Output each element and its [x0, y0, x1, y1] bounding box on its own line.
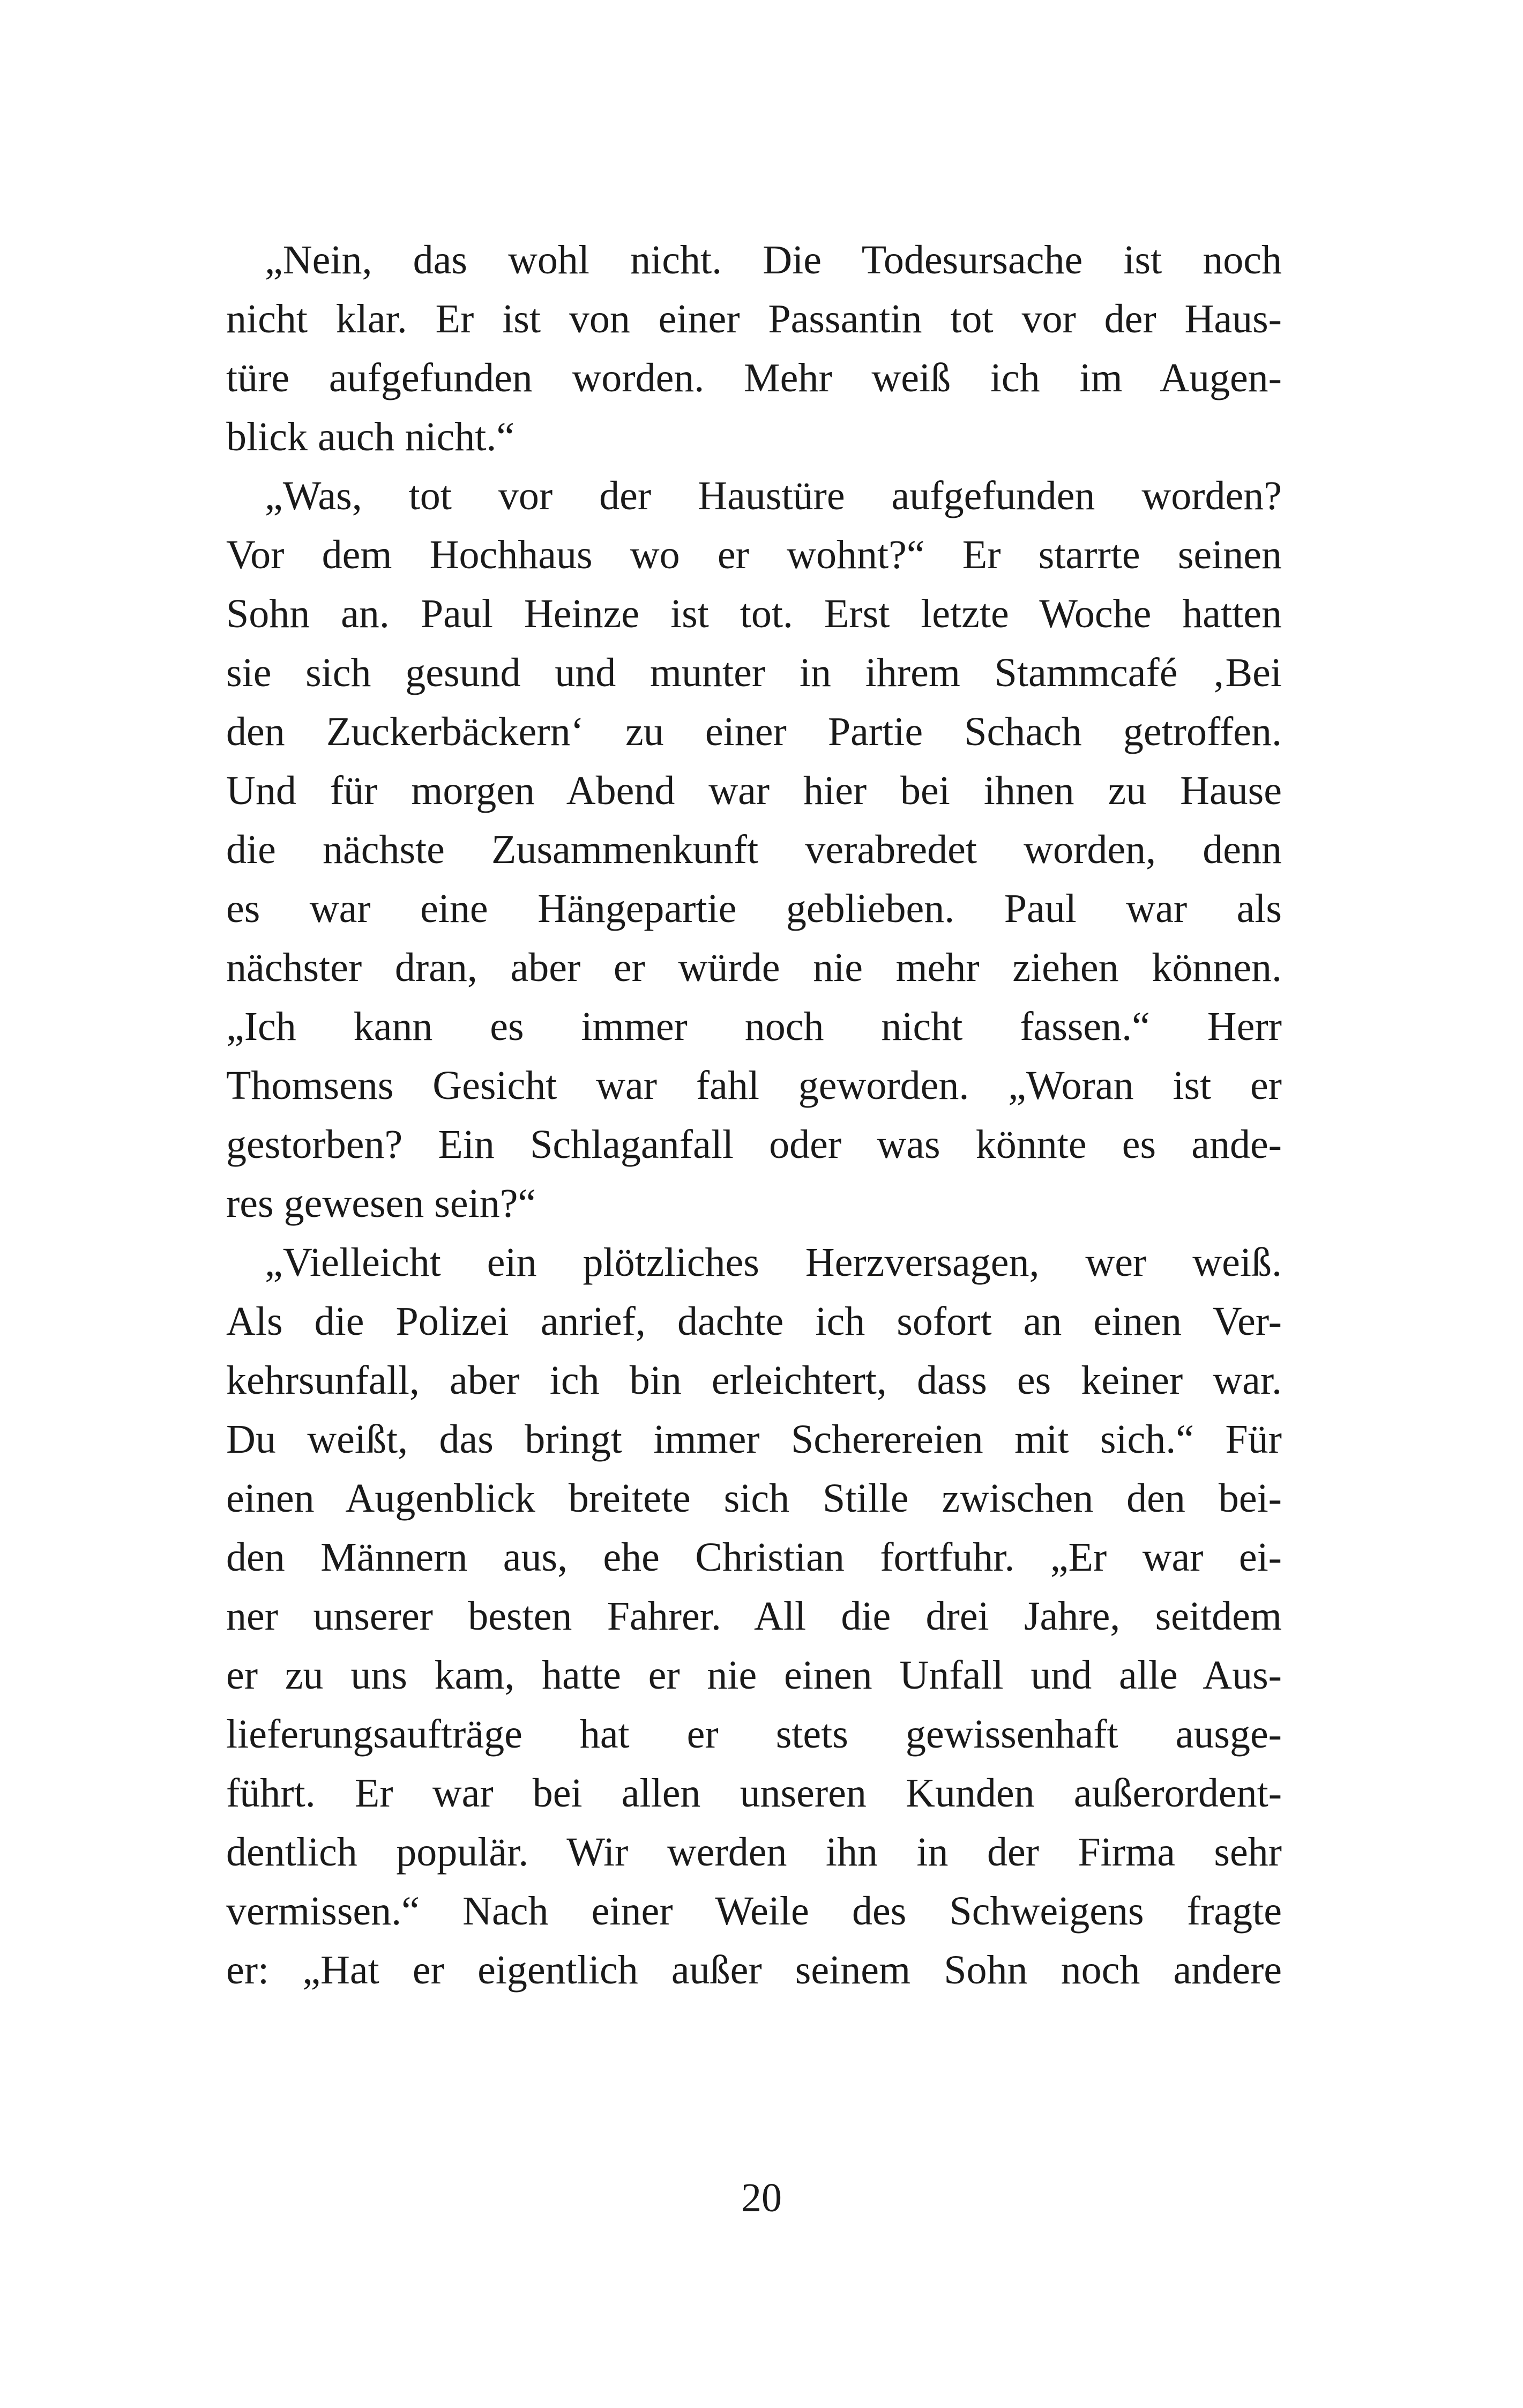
- text-line: sie sich gesund und munter in ihrem Stammcafé ‚Bei: [226, 650, 1282, 695]
- text-line: einen Augenblick breitete sich Stille zwischen den bei-: [226, 1476, 1282, 1521]
- text-line: lieferungsaufträge hat er stets gewissenhaft ausge-: [226, 1712, 1282, 1757]
- text-line: blick auch nicht.“: [226, 414, 515, 459]
- text-line: nicht klar. Er ist von einer Passantin tot vor der Haus-: [226, 296, 1282, 341]
- text-line: er: „Hat er eigentlich außer seinem Sohn noch andere: [226, 1948, 1282, 1993]
- text-line: ner unserer besten Fahrer. All die drei Jahre, seitdem: [226, 1594, 1282, 1639]
- page-number: 20: [741, 2175, 782, 2220]
- text-line: res gewesen sein?“: [226, 1181, 536, 1226]
- text-line: „Nein, das wohl nicht. Die Todesursache ist noch: [265, 237, 1282, 283]
- text-line: es war eine Hängepartie geblieben. Paul war als: [226, 886, 1282, 931]
- text-line: „Was, tot vor der Haustüre aufgefunden worden?: [265, 473, 1282, 518]
- text-line: Thomsens Gesicht war fahl geworden. „Woran ist er: [226, 1063, 1282, 1108]
- text-line: kehrsunfall, aber ich bin erleichtert, dass es keiner war.: [226, 1358, 1282, 1403]
- text-line: Du weißt, das bringt immer Scherereien mit sich.“ Für: [226, 1417, 1282, 1462]
- text-line: gestorben? Ein Schlaganfall oder was könnte es ande-: [226, 1122, 1282, 1167]
- text-line: vermissen.“ Nach einer Weile des Schweigens fragte: [226, 1889, 1282, 1934]
- text-line: „Ich kann es immer noch nicht fassen.“ Herr: [226, 1004, 1282, 1049]
- text-line: „Vielleicht ein plötzliches Herzversagen, wer weiß.: [265, 1240, 1282, 1285]
- text-line: den Zuckerbäckern‘ zu einer Partie Schach getroffen.: [226, 709, 1282, 754]
- text-line: türe aufgefunden worden. Mehr weiß ich im Augen-: [226, 355, 1282, 400]
- text-line: Sohn an. Paul Heinze ist tot. Erst letzte Woche hatten: [226, 591, 1282, 636]
- text-line: Als die Polizei anrief, dachte ich sofort an einen Ver-: [226, 1299, 1282, 1344]
- text-line: nächster dran, aber er würde nie mehr ziehen können.: [226, 945, 1282, 990]
- text-line: er zu uns kam, hatte er nie einen Unfall und alle Aus-: [226, 1653, 1282, 1698]
- text-line: dentlich populär. Wir werden ihn in der Firma sehr: [226, 1830, 1282, 1875]
- text-line: die nächste Zusammenkunft verabredet worden, denn: [226, 827, 1282, 872]
- text-line: führt. Er war bei allen unseren Kunden außerordent-: [226, 1771, 1282, 1816]
- text-line: den Männern aus, ehe Christian fortfuhr. „Er war ei-: [226, 1535, 1282, 1580]
- text-line: Und für morgen Abend war hier bei ihnen zu Hause: [226, 768, 1282, 813]
- text-line: Vor dem Hochhaus wo er wohnt?“ Er starrte seinen: [226, 532, 1282, 577]
